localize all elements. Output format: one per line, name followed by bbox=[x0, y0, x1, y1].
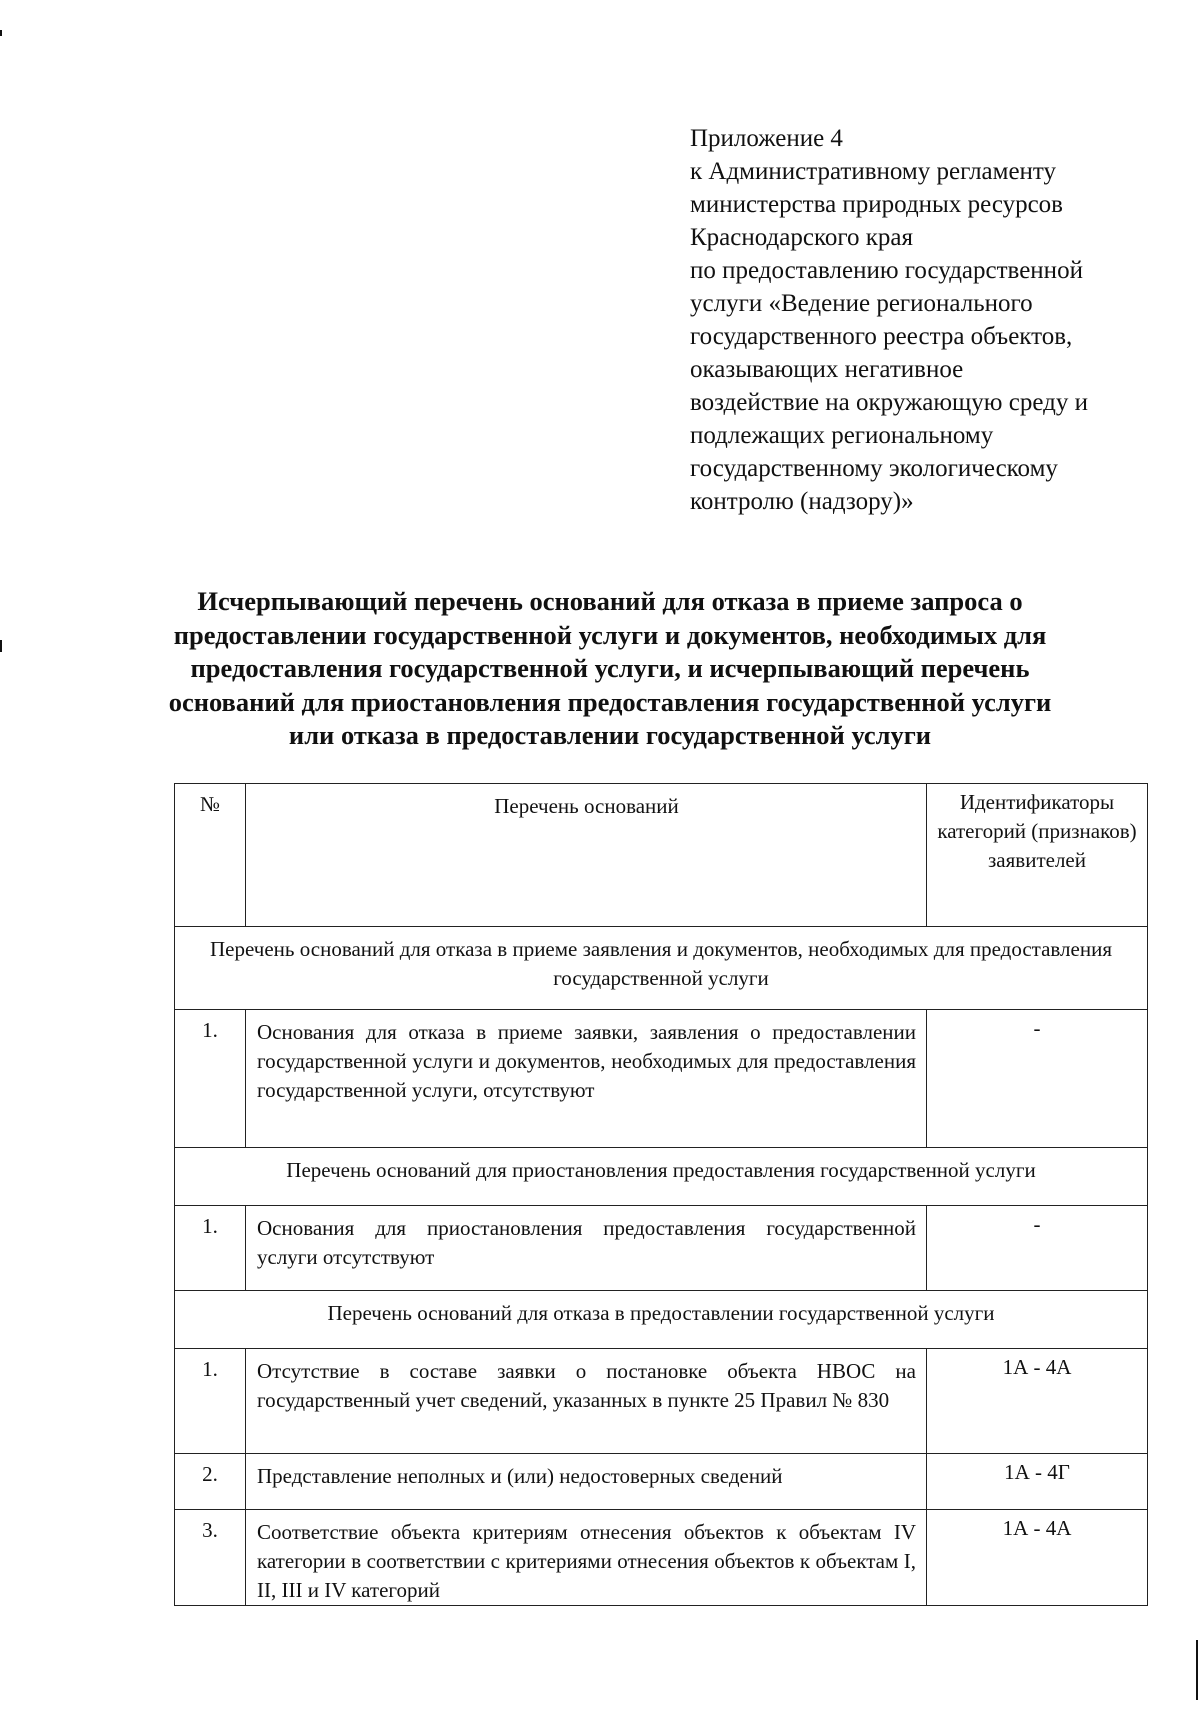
appendix-reference bbox=[690, 122, 1160, 518]
scan-edge-mark bbox=[0, 640, 2, 652]
header-num: № bbox=[175, 784, 246, 927]
section-title: Перечень оснований для приостановления предоставления государственной услуги bbox=[175, 1148, 1148, 1206]
appendix-line: Приложение 4 bbox=[690, 125, 843, 152]
row-text bbox=[246, 1206, 927, 1291]
section-row bbox=[175, 927, 1148, 1010]
table-header-row bbox=[175, 784, 1148, 927]
row-text-content: Представление неполных и (или) недостоверных сведений bbox=[257, 1464, 783, 1488]
appendix-line: подлежащих региональному bbox=[690, 422, 994, 449]
row-text-content: Отсутствие в составе заявки о постановке объекта НВОС на государственный учет сведений, указанных в пункте 25 Правил № 830 bbox=[257, 1359, 916, 1412]
row-num: 1. bbox=[175, 1010, 246, 1148]
appendix-line: контролю (надзору)» bbox=[690, 488, 914, 515]
row-text-content: Соответствие объекта критериям отнесения объектов к объектам IV категории в соответствии с критериями отнесения объектов к объектам I, II, III и IV категорий bbox=[257, 1520, 916, 1602]
title-line: предоставления государственной услуги, и исчерпывающий перечень bbox=[190, 653, 1030, 683]
title-line: оснований для приостановления предоставления государственной услуги bbox=[168, 686, 1052, 717]
appendix-line: оказывающих негативное bbox=[690, 356, 964, 383]
section-row bbox=[175, 1291, 1148, 1349]
scan-edge-mark bbox=[0, 30, 2, 36]
scan-edge-mark bbox=[1196, 1640, 1198, 1700]
row-num: 3. bbox=[175, 1510, 246, 1606]
section-title: Перечень оснований для отказа в предоставлении государственной услуги bbox=[175, 1291, 1148, 1349]
title-line: предоставлении государственной услуги и документов, необходимых для bbox=[173, 619, 1047, 650]
row-text bbox=[246, 1454, 927, 1510]
appendix-line: услуги «Ведение регионального bbox=[690, 290, 1033, 317]
row-text-content: Основания для приостановления предоставления государственной услуги отсутствуют bbox=[257, 1216, 916, 1269]
appendix-line: воздействие на окружающую среду и bbox=[690, 389, 1088, 416]
grounds-table bbox=[174, 783, 1148, 1606]
appendix-line: по предоставлению государственной bbox=[690, 257, 1083, 284]
row-ids: - bbox=[927, 1010, 1148, 1148]
table-row bbox=[175, 1010, 1148, 1148]
document-title bbox=[150, 585, 1070, 753]
appendix-line: министерства природных ресурсов bbox=[690, 191, 1063, 218]
header-ids: Идентификаторы категорий (признаков) заявителей bbox=[927, 784, 1148, 927]
appendix-line: Краснодарского края bbox=[690, 224, 913, 251]
table-row bbox=[175, 1206, 1148, 1291]
table-row bbox=[175, 1454, 1148, 1510]
row-text bbox=[246, 1349, 927, 1454]
header-reasons bbox=[246, 784, 927, 927]
row-ids: 1А - 4Г bbox=[927, 1454, 1148, 1510]
appendix-line: государственному экологическому bbox=[690, 455, 1058, 482]
row-ids: 1А - 4А bbox=[927, 1349, 1148, 1454]
row-text-content: Основания для отказа в приеме заявки, заявления о предоставлении государственной услуги и документов, необходимых для предоставления государственной услуги, отсутствуют bbox=[257, 1020, 916, 1102]
table-row bbox=[175, 1510, 1148, 1606]
row-num: 1. bbox=[175, 1206, 246, 1291]
header-reasons-text: Перечень оснований bbox=[494, 794, 679, 818]
row-ids: 1А - 4А bbox=[927, 1510, 1148, 1606]
row-ids: - bbox=[927, 1206, 1148, 1291]
title-line: Исчерпывающий перечень оснований для отказа в приеме запроса о bbox=[197, 586, 1023, 616]
title-line: или отказа в предоставлении государственной услуги bbox=[288, 720, 932, 750]
row-num: 1. bbox=[175, 1349, 246, 1454]
section-title: Перечень оснований для отказа в приеме заявления и документов, необходимых для предоставления государственной услуги bbox=[175, 927, 1148, 1010]
section-row bbox=[175, 1148, 1148, 1206]
row-text bbox=[246, 1510, 927, 1606]
row-text bbox=[246, 1010, 927, 1148]
table-row bbox=[175, 1349, 1148, 1454]
appendix-line: государственного реестра объектов, bbox=[690, 323, 1073, 350]
appendix-line: к Административному регламенту bbox=[690, 158, 1057, 185]
row-num: 2. bbox=[175, 1454, 246, 1510]
